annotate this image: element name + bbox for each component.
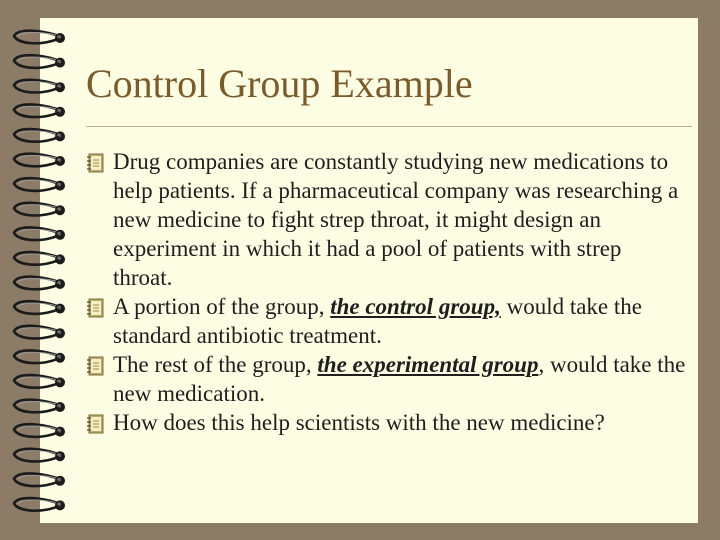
bullet-text: , would take the new medication. — [113, 352, 686, 406]
bullet-list — [86, 147, 686, 437]
title-divider — [86, 126, 692, 127]
bullet-text: How does this help scientists with the new medicine? — [113, 410, 605, 435]
notebook-icon — [86, 413, 106, 435]
bullet-text: A portion of the group, — [113, 294, 331, 319]
bullet-text: would take the standard antibiotic treatment. — [113, 294, 642, 348]
bullet-text: The rest of the group, — [113, 352, 318, 377]
bullet-item — [86, 350, 686, 408]
notebook-icon — [86, 355, 106, 377]
bullet-text: Drug companies are constantly studying new medications to help patients. If a pharmaceutical company was researching a new medicine to fight strep throat, it might design an experiment in which it had a pool of patients with strep throat. — [113, 149, 679, 290]
bullet-item — [86, 292, 686, 350]
notebook-icon — [86, 297, 106, 319]
notebook-icon — [86, 152, 106, 174]
slide-title: Control Group Example — [86, 61, 473, 106]
key-term: the control group, — [330, 294, 501, 319]
bullet-item — [86, 408, 686, 437]
key-term: the experimental group — [317, 352, 539, 377]
bullet-item — [86, 147, 686, 292]
